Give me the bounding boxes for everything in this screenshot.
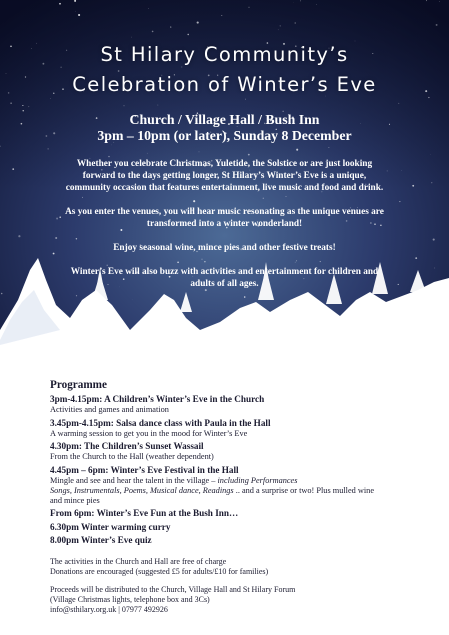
- programme-item-desc: Mingle and see and hear the talent in the village – including Performances Songs, Instrumentals, Poems, Musical dance, Readings .. and a surprise or two! Plus mulled wine and mince pies: [50, 475, 375, 505]
- programme-item-title: 3pm-4.15pm: A Children’s Winter’s Eve in the Church: [50, 394, 265, 404]
- proceeds-note-line-2: (Village Christmas lights, telephone box and 3Cs): [50, 594, 210, 604]
- programme-item-desc: From the Church to the Hall (weather dependent): [50, 452, 214, 461]
- programme-item-desc: Activities and games and animation: [50, 405, 169, 414]
- star: [244, 296, 246, 298]
- star: [76, 295, 77, 296]
- star: [59, 3, 61, 5]
- programme-heading: Programme: [50, 379, 107, 391]
- star: [152, 31, 154, 33]
- star: [300, 1, 301, 2]
- venue-line: Church / Village Hall / Bush Inn: [129, 112, 320, 127]
- star: [436, 24, 438, 26]
- programme-item: [50, 394, 430, 415]
- programme-item-desc: A warming session to get you in the mood for Winter’s Eve: [50, 428, 248, 438]
- star: [295, 22, 296, 23]
- poster-title: [0, 40, 449, 100]
- programme-item: [50, 441, 430, 462]
- programme-item: [50, 418, 430, 439]
- star: [1, 293, 3, 295]
- star: [187, 34, 188, 35]
- programme-item: [50, 535, 430, 546]
- charge-note-line-1: The activities in the Church and Hall are free of charge: [50, 556, 227, 566]
- star: [439, 1, 440, 2]
- date-time-line: 3pm – 10pm (or later), Sunday 8 December: [97, 128, 352, 143]
- star: [426, 0, 427, 1]
- star: [221, 15, 222, 16]
- star: [131, 37, 132, 38]
- star: [74, 0, 76, 2]
- star: [75, 11, 76, 12]
- title-line-1: St Hilary Community’s: [100, 43, 349, 66]
- intro-paragraph-3: Enjoy seasonal wine, mince pies and other festive treats!: [113, 243, 336, 253]
- star: [170, 26, 171, 27]
- programme-item-title: 4.30pm: The Children’s Sunset Wassail: [50, 441, 204, 451]
- star: [278, 30, 279, 31]
- programme-item: [50, 508, 430, 519]
- programme-item-title: 3.45pm-4.15pm: Salsa dance class with Paula in the Hall: [50, 417, 271, 428]
- programme-item-title: 4.45pm – 6pm: Winter’s Eve Festival in the Hall: [50, 464, 239, 475]
- intro-paragraph-1: Whether you celebrate Christmas, Yuletide, the Solstice or are just looking forward to the days getting longer, St Hilary’s Winter’s Eve is a unique, community occasion that features entertainment, live music and food and drink.: [65, 159, 384, 193]
- hero-section: [0, 40, 449, 290]
- intro-paragraph-4: Winter’s Eve will also buzz with activities and entertainment for children and adults of all ages.: [70, 267, 379, 289]
- star: [249, 7, 250, 8]
- programme-item: [50, 465, 430, 506]
- programme-item-title: 8.00pm Winter’s Eve quiz: [50, 535, 152, 545]
- programme-item-title: From 6pm: Winter’s Eve Fun at the Bush Inn…: [50, 508, 239, 518]
- star: [197, 22, 199, 24]
- contact-line: info@sthilary.org.uk | 07977 492926: [50, 604, 168, 614]
- programme-item: [50, 522, 430, 533]
- charge-note-line-2: Donations are encouraged (suggested £5 for adults/£10 for families): [50, 566, 269, 576]
- title-line-2: Celebration of Winter’s Eve: [72, 73, 377, 96]
- programme-section: [50, 378, 430, 615]
- programme-item-title: 6.30pm Winter warming curry: [50, 521, 171, 532]
- star: [78, 14, 80, 16]
- proceeds-note-line-1: Proceeds will be distributed to the Church, Village Hall and St Hilary Forum: [50, 584, 296, 594]
- star: [148, 8, 149, 9]
- intro-paragraph-2: As you enter the venues, you will hear music resonating as the unique venues are transformed into a winter wonderland!: [65, 207, 384, 229]
- star: [316, 4, 317, 5]
- star: [280, 25, 281, 26]
